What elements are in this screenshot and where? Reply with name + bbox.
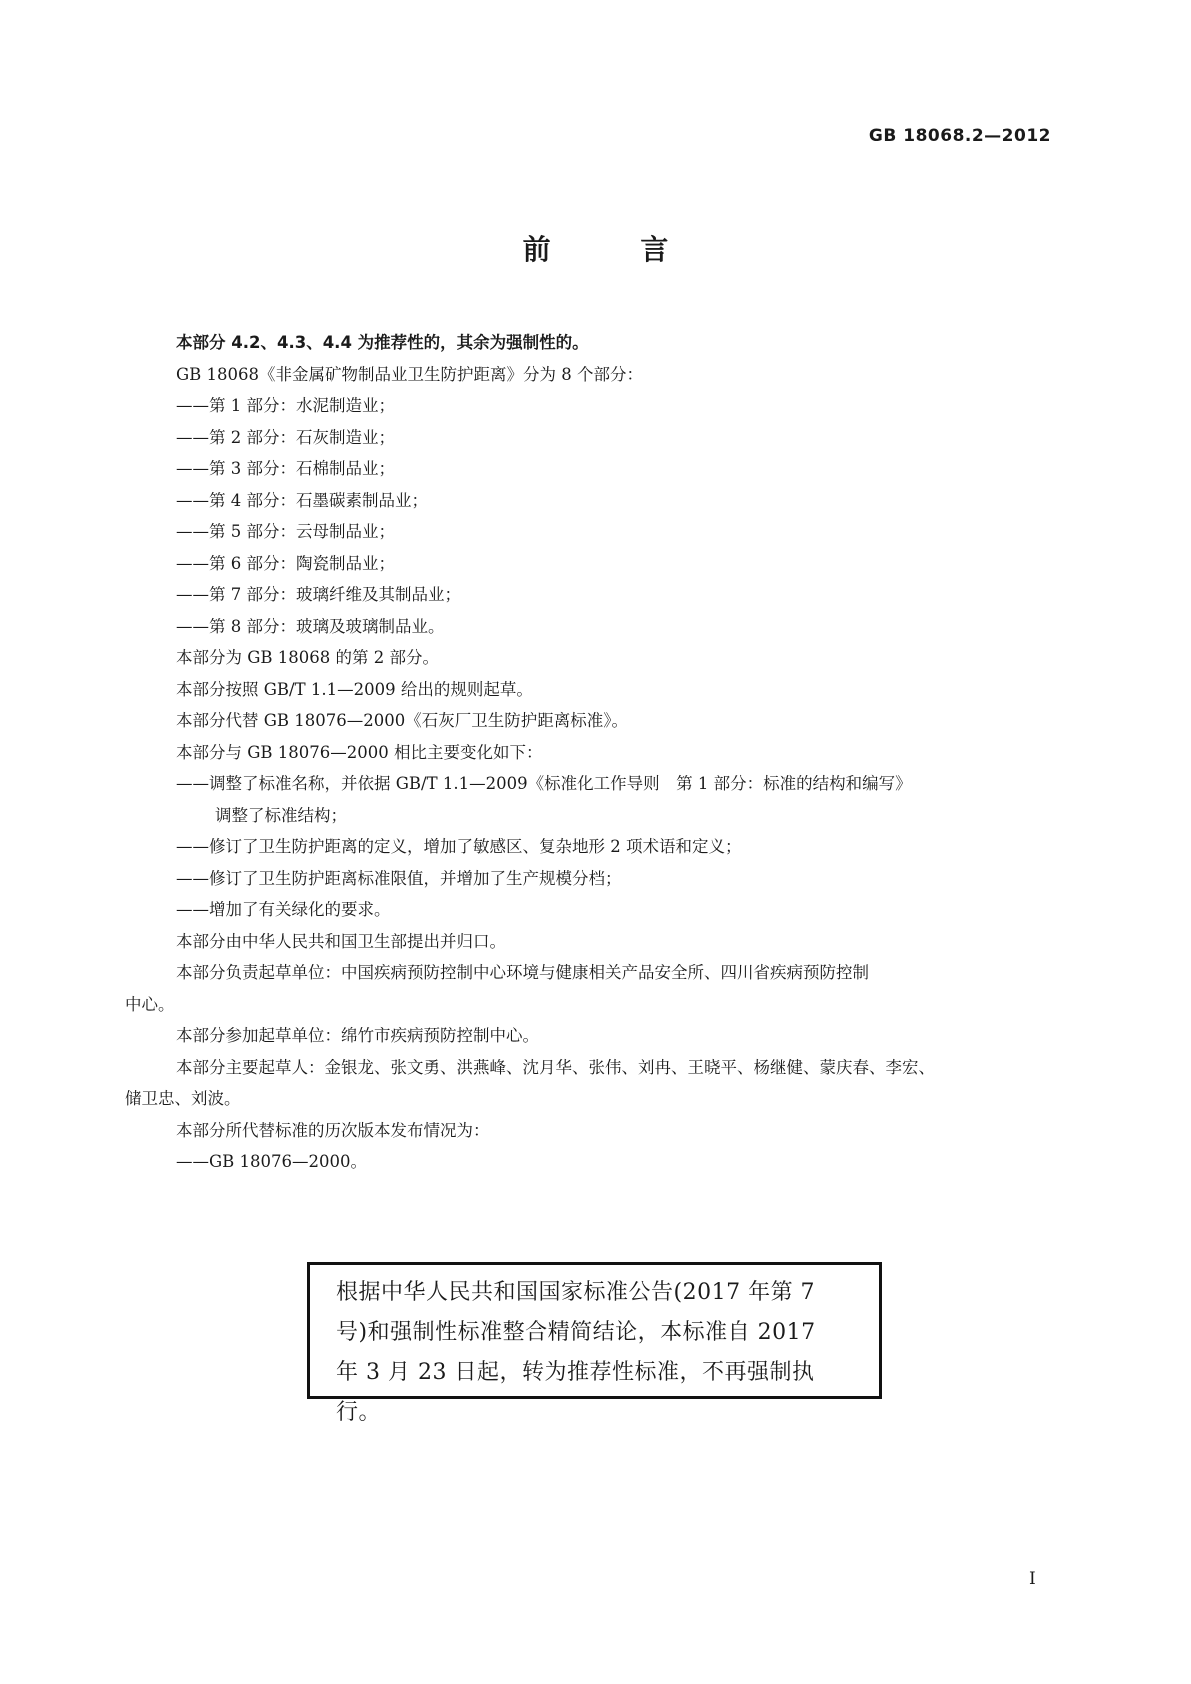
- list-item-change-3: ——修订了卫生防护距离标准限值，并增加了生产规模分档；: [176, 868, 622, 888]
- list-item-change-1-continued: 调整了标准结构；: [215, 805, 347, 825]
- notice-line-1: 根据中华人民共和国国家标准公告(2017 年第 7: [336, 1280, 816, 1305]
- paragraph-drafting-units-continued: 中心。: [125, 994, 175, 1014]
- list-item-part-8: ——第 8 部分：玻璃及玻璃制品业。: [176, 616, 445, 636]
- list-item-change-1: ——调整了标准名称，并依据 GB/T 1.1—2009《标准化工作导则 第 1 部分：标准的结构和编写》: [176, 774, 912, 793]
- page-title: 前 言: [522, 233, 709, 266]
- paragraph-history-intro: 本部分所代替标准的历次版本发布情况为：: [176, 1120, 490, 1140]
- paragraph-drafting-rules: 本部分按照 GB/T 1.1—2009 给出的规则起草。: [176, 679, 533, 699]
- list-item-part-3: ——第 3 部分：石棉制品业；: [176, 459, 395, 478]
- paragraph-replaces: 本部分代替 GB 18076—2000《石灰厂卫生防护距离标准》。: [176, 711, 629, 730]
- standard-number: GB 18068.2—2012: [868, 126, 1051, 146]
- notice-box: [307, 1262, 882, 1425]
- list-item-part-5: ——第 5 部分：云母制品业；: [176, 522, 395, 541]
- list-item-part-7: ——第 7 部分：玻璃纤维及其制品业；: [176, 585, 461, 604]
- paragraph-proposer: 本部分由中华人民共和国卫生部提出并归口。: [176, 931, 506, 951]
- list-item-part-2: ——第 2 部分：石灰制造业；: [176, 427, 395, 447]
- list-item-change-4: ——增加了有关绿化的要求。: [176, 900, 391, 919]
- paragraph-drafters-continued: 储卫忠、刘波。: [125, 1089, 241, 1108]
- paragraph-parts-intro: GB 18068《非金属矿物制品业卫生防护距离》分为 8 个部分：: [176, 364, 644, 384]
- notice-line-3: 年 3 月 23 日起，转为推荐性标准，不再强制执行。: [336, 1360, 815, 1425]
- list-item-change-2: ——修订了卫生防护距离的定义，增加了敏感区、复杂地形 2 项术语和定义；: [176, 837, 742, 856]
- paragraph-changes-intro: 本部分与 GB 18076—2000 相比主要变化如下：: [176, 742, 543, 762]
- notice-line-2: 号)和强制性标准整合精简结论，本标准自 2017: [336, 1320, 816, 1345]
- paragraph-part-number: 本部分为 GB 18068 的第 2 部分。: [176, 648, 440, 667]
- list-item-part-1: ——第 1 部分：水泥制造业；: [176, 396, 395, 415]
- paragraph-drafting-units: 本部分负责起草单位：中国疾病预防控制中心环境与健康相关产品安全所、四川省疾病预防控制: [176, 963, 869, 982]
- list-item-part-4: ——第 4 部分：石墨碳素制品业；: [176, 490, 428, 510]
- paragraph-recommendation-scope: 本部分 4.2、4.3、4.4 为推荐性的，其余为强制性的。: [176, 333, 589, 352]
- paragraph-drafters: 本部分主要起草人：金银龙、张文勇、洪燕峰、沈月华、张伟、刘冉、王晓平、杨继健、蒙庆春、李宏、: [176, 1057, 935, 1077]
- preface-body: [125, 327, 1060, 1178]
- page-number: I: [1029, 1569, 1036, 1589]
- paragraph-participating-unit: 本部分参加起草单位：绵竹市疾病预防控制中心。: [176, 1026, 539, 1045]
- list-item-part-6: ——第 6 部分：陶瓷制品业；: [176, 553, 395, 573]
- list-item-history-1: ——GB 18076—2000。: [176, 1152, 368, 1171]
